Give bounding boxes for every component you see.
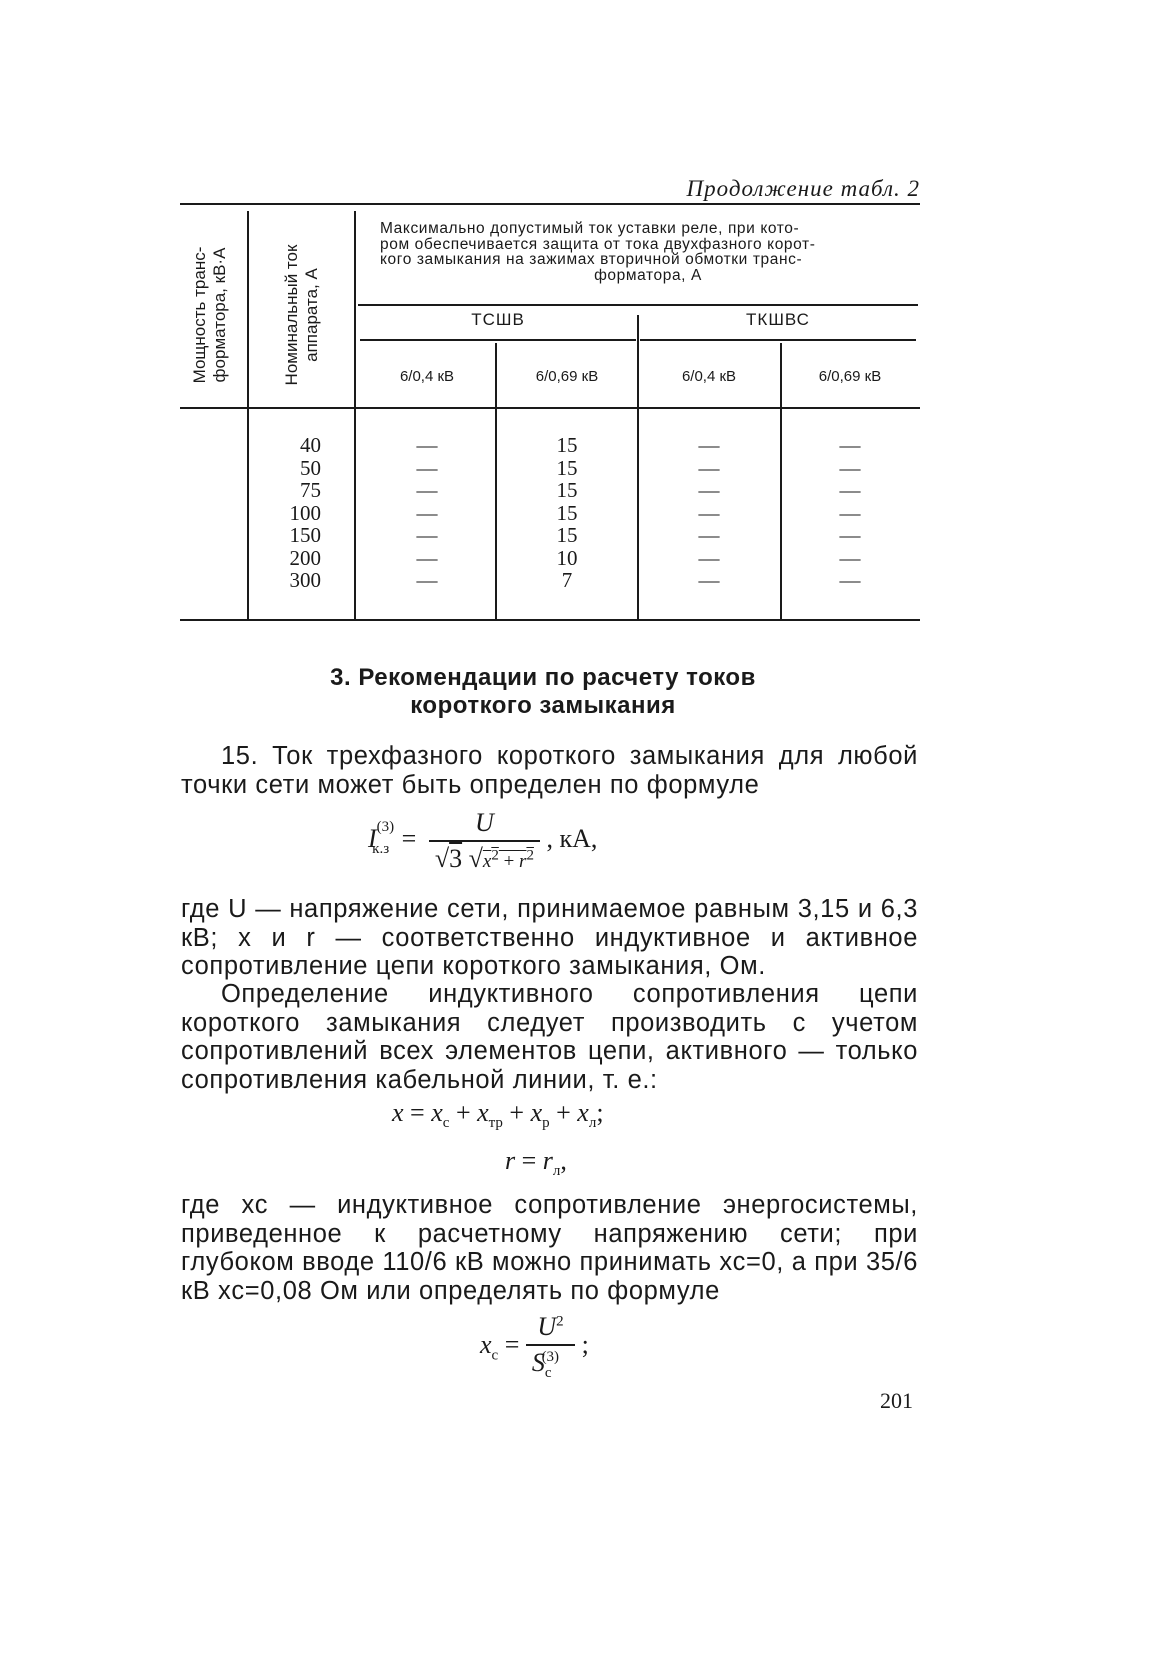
cell: 15: [556, 523, 578, 547]
cell: —: [698, 478, 720, 502]
cell: —: [416, 545, 438, 570]
cell: —: [839, 568, 861, 592]
cell: —: [416, 568, 438, 592]
cell: 15: [556, 500, 578, 525]
cell: 100: [289, 500, 321, 525]
cell: —: [839, 545, 861, 570]
cell: —: [416, 523, 438, 547]
cell: —: [416, 455, 438, 480]
cell: 15: [556, 433, 578, 457]
paragraph-where-u: где U — напряжение сети, принимаемое равным 3,15 и 6,3 кВ; x и r — соответственно индуктивное и активное сопротивление цепи короткого замыкания, Ом.: [181, 895, 918, 980]
cell: —: [839, 478, 861, 502]
cell: —: [698, 433, 720, 457]
header-power: [190, 235, 234, 395]
section-title-line2: короткого замыкания: [410, 692, 676, 719]
cell: 75: [300, 478, 321, 502]
cell: 300: [289, 568, 321, 592]
head-line: кого замыкания на зажимах вторичной обмотки транс-: [380, 251, 803, 268]
cell: 7: [561, 568, 573, 592]
head-line: ром обеспечивается защита от тока двухфазного корот-: [380, 235, 816, 253]
col-tsshv-04: [360, 434, 494, 592]
cell: —: [698, 455, 720, 480]
paragraph-15: 15. Ток трехфазного короткого замыкания для любой точки сети может быть определен по формуле: [181, 742, 918, 799]
max-current-header: [380, 221, 916, 283]
cell: 15: [556, 478, 578, 502]
table-top-border: [180, 203, 920, 205]
cell: —: [698, 500, 720, 525]
head-line: Максимально допустимый ток уставки реле, при кото-: [380, 220, 800, 237]
section-title: [180, 664, 906, 720]
cell: —: [416, 500, 438, 525]
cell: —: [698, 568, 720, 592]
formula-x-sum: $x = x_с + x_{тр} + x_р + x_л$;: [392, 1098, 604, 1132]
cell: —: [839, 433, 861, 457]
header-power-line2: форматора, кВ·А: [210, 247, 229, 383]
cell: 10: [556, 545, 578, 570]
page-number: 201: [880, 1388, 913, 1413]
paragraph-definition: Определение индуктивного сопротивления цепи короткого замыкания следует производить с учетом сопротивлений всех элементов цепи, активного — только сопротивления кабельной линии, т. е.:: [181, 980, 918, 1094]
continuation-label: Продолжение табл. 2: [686, 176, 920, 201]
paragraph-where-xc: где xc — индуктивное сопротивление энергосистемы, приведенное к расчетному напряжению сети; при глубоком вводе 110/6 кВ можно принимать xc=0, а при 35/6 кВ xc=0,08 Ом или определять по формуле: [181, 1191, 918, 1305]
col-tkshvs-04: [640, 434, 778, 592]
cell: —: [839, 500, 861, 525]
vline-4: [637, 315, 639, 619]
cell: —: [698, 545, 720, 570]
cell: 15: [556, 455, 578, 480]
cell: —: [416, 478, 438, 502]
cell: 200: [289, 545, 321, 570]
formula-short-circuit-current: $I^{(3)}_{к.з}$ = $\frac{U}{√3 √x^2 + r^2}$ , кА,: [368, 808, 598, 873]
group-tkshvs: ТКШВС: [746, 310, 810, 329]
col-nominal: [260, 434, 321, 592]
header-power-line1: Мощность транс-: [190, 246, 209, 384]
table-bottom-border: [180, 619, 920, 621]
vline-1: [247, 211, 249, 619]
vline-2: [354, 211, 356, 619]
col-tsshv-069: [498, 434, 636, 592]
cell: 50: [300, 455, 321, 480]
formula-xc: $x_с$ = $\frac{U^2}{S_с^{(3)}}$ ;: [480, 1312, 589, 1382]
formula-unit: , кА,: [546, 823, 598, 853]
col-tkshvs-069: [782, 434, 918, 592]
sub-tkshvs-04: 6/0,4 кВ: [681, 368, 737, 385]
cell: 40: [300, 433, 321, 457]
head-line: форматора, А: [594, 266, 702, 284]
sub-tsshv-04: 6/0,4 кВ: [399, 368, 455, 385]
formula-r: $r = r_л$,: [505, 1146, 567, 1180]
cell: —: [839, 523, 861, 547]
cell: —: [416, 433, 438, 457]
header-nominal-line2: аппарата, А: [302, 268, 321, 362]
head-divider: [358, 304, 918, 306]
group-tsshv: ТСШВ: [471, 310, 525, 329]
header-bottom-border: [180, 407, 920, 409]
vline-3: [495, 343, 497, 619]
sub-tsshv-069: 6/0,69 кВ: [535, 368, 599, 385]
group-divider-1: [360, 339, 636, 341]
section-title-line1: 3. Рекомендации по расчету токов: [330, 664, 756, 691]
header-nominal-line1: Номинальный ток: [282, 244, 301, 386]
relay-current-table: [180, 203, 920, 623]
cell: 150: [289, 523, 321, 547]
cell: —: [839, 455, 861, 480]
cell: —: [698, 523, 720, 547]
header-nominal: [282, 235, 326, 395]
group-divider-2: [640, 339, 916, 341]
sub-tkshvs-069: 6/0,69 кВ: [818, 368, 882, 385]
